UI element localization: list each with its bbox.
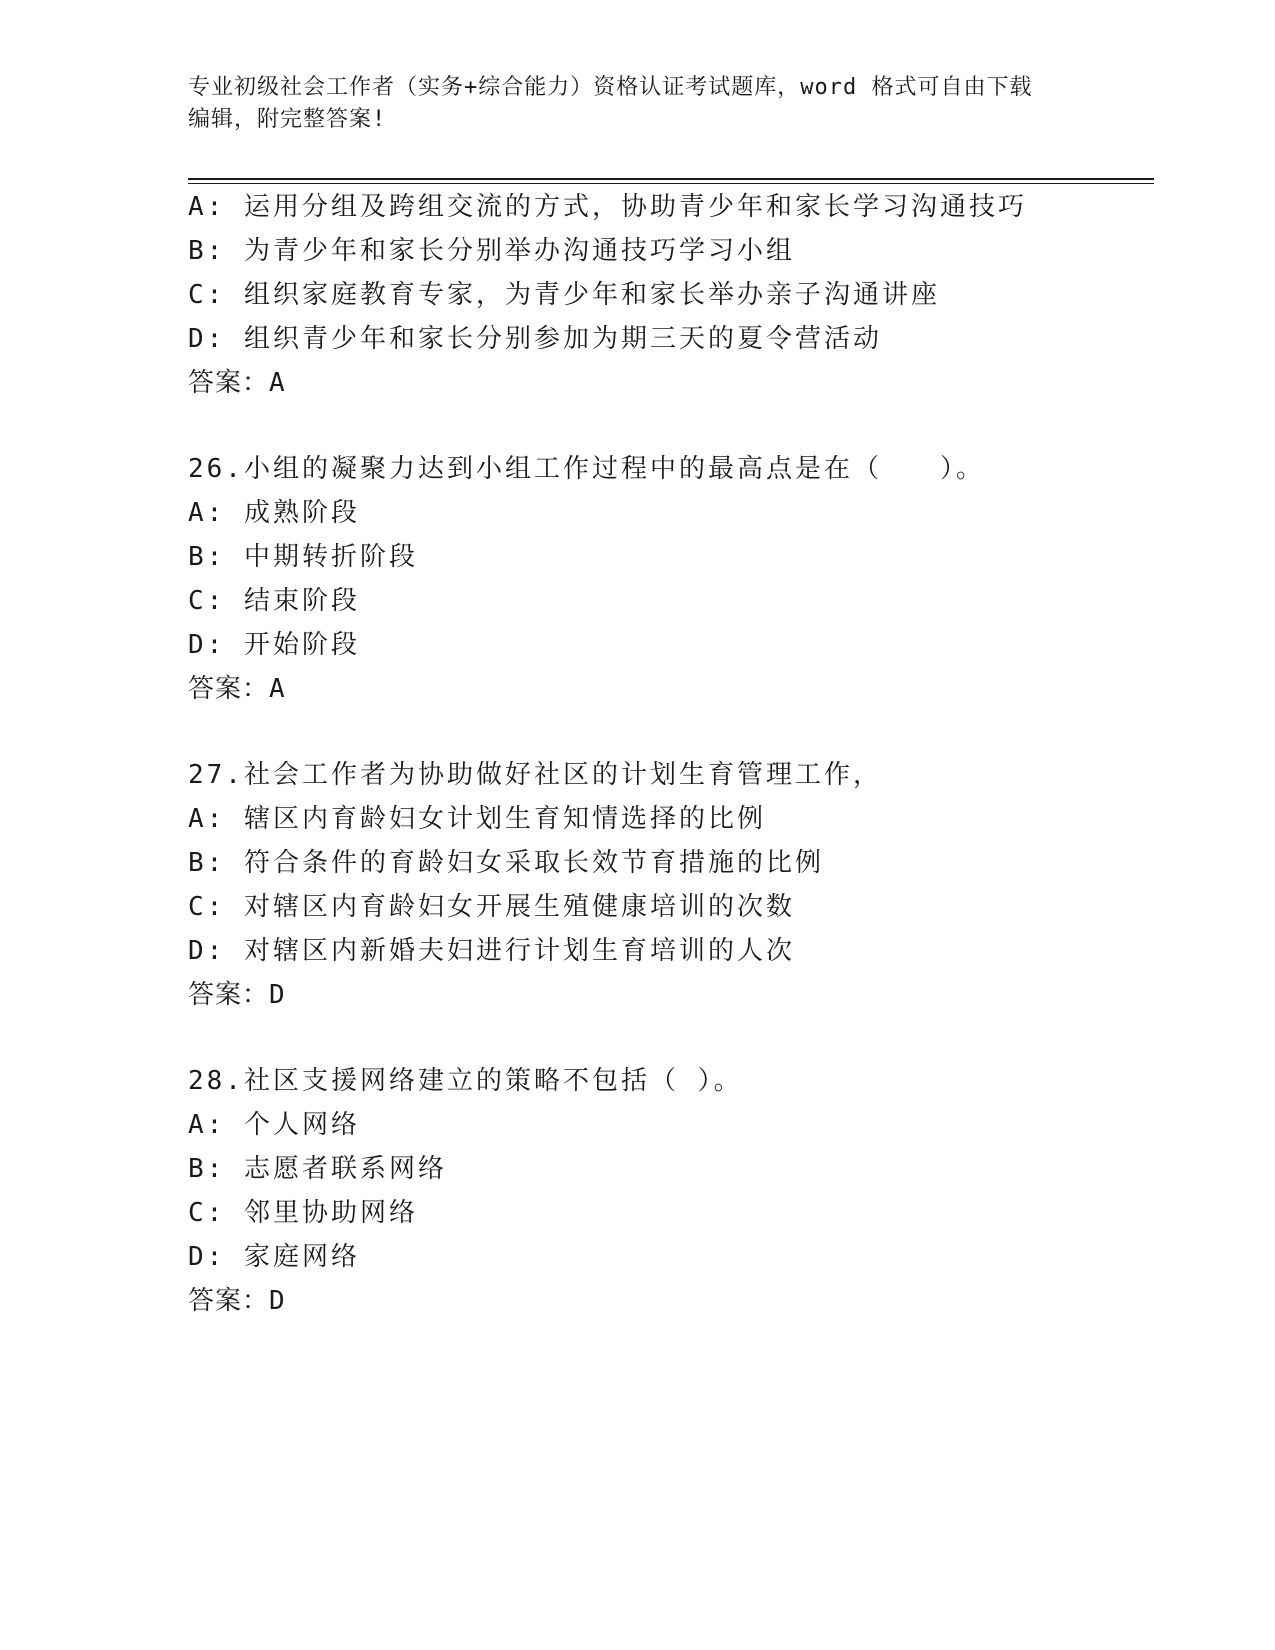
option-a: A: 辖区内育龄妇女计划生育知情选择的比例 (188, 804, 766, 834)
option-a: A: 运用分组及跨组交流的方式，协助青少年和家长学习沟通技巧 (188, 192, 1027, 222)
answer: 答案：D (188, 1286, 286, 1316)
option-a: A: 成熟阶段 (188, 498, 360, 528)
header-rule-thin (188, 183, 1154, 184)
header-line-1: 专业初级社会工作者（实务+综合能力）资格认证考试题库，word 格式可自由下载 (188, 75, 1033, 100)
header-line-2: 编辑，附完整答案! (188, 107, 387, 132)
option-c: C: 结束阶段 (188, 586, 360, 616)
option-b: B: 中期转折阶段 (188, 542, 418, 572)
option-b: B: 符合条件的育龄妇女采取长效节育措施的比例 (188, 848, 824, 878)
option-b: B: 志愿者联系网络 (188, 1154, 447, 1184)
question-stem: 28.社区支援网络建立的策略不包括（ ）。 (188, 1066, 743, 1096)
option-c: C: 对辖区内育龄妇女开展生殖健康培训的次数 (188, 892, 795, 922)
option-d: D: 对辖区内新婚夫妇进行计划生育培训的人次 (188, 936, 795, 966)
question-stem: 27.社会工作者为协助做好社区的计划生育管理工作， (188, 760, 882, 790)
answer: 答案：A (188, 368, 286, 398)
option-b: B: 为青少年和家长分别举办沟通技巧学习小组 (188, 236, 795, 266)
option-d: D: 家庭网络 (188, 1242, 360, 1272)
document-header (188, 72, 1088, 136)
answer: 答案：A (188, 674, 286, 704)
header-rule-thick (188, 178, 1154, 180)
answer: 答案：D (188, 980, 286, 1010)
option-d: D: 开始阶段 (188, 630, 360, 660)
option-d: D: 组织青少年和家长分别参加为期三天的夏令营活动 (188, 324, 882, 354)
question-stem: 26.小组的凝聚力达到小组工作过程中的最高点是在（ ）。 (188, 454, 985, 484)
option-c: C: 邻里协助网络 (188, 1198, 418, 1228)
option-a: A: 个人网络 (188, 1110, 360, 1140)
option-c: C: 组织家庭教育专家，为青少年和家长举办亲子沟通讲座 (188, 280, 940, 310)
